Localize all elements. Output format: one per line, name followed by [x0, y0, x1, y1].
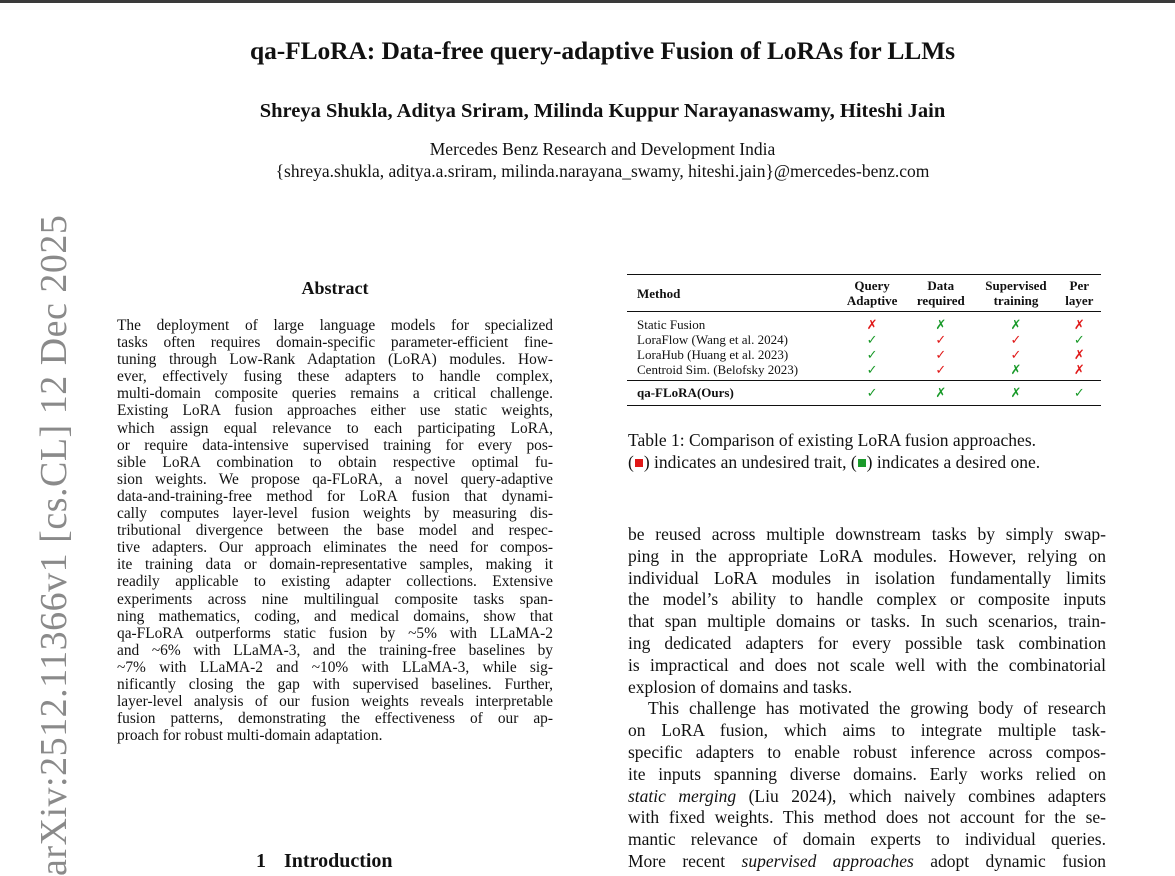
table-row	[627, 332, 1101, 347]
table-header-row	[627, 275, 1101, 312]
abstract-line: sible LoRA combination to obtain respective optimal fu-	[117, 453, 553, 471]
abstract-line: tuning through Low-Rank Adaptation (LoRA) modules. How-	[117, 351, 553, 369]
cross-icon: ✗	[1073, 362, 1085, 377]
abstract-line: multi-domain composite queries remains a critical challenge.	[117, 385, 553, 403]
abstract-line: sion weights. We propose qa-FLoRA, a novel query-adaptive	[117, 470, 553, 488]
abstract-line: or require data-intensive supervised training for every pos-	[117, 436, 553, 454]
abstract-line: tributional divergence between the base model and respec-	[117, 522, 553, 540]
body-line: explosion of domains and tasks.	[628, 676, 853, 697]
abstract-line: data-and-training-free method for LoRA fusion that dynami-	[117, 487, 553, 505]
checkmark-icon: ✓	[866, 362, 878, 377]
header-method: Method	[637, 285, 681, 301]
abstract-line: and ~6% with LLaMA-3, and the training-free baselines by	[117, 641, 553, 659]
body-line: ing dedicated adapters for every possible task combination	[628, 632, 1106, 653]
abstract-line: ~7% with LLaMA-2 and ~10% with LLaMA-3, while sig-	[117, 658, 553, 676]
header-per-layer: Per layer	[1065, 278, 1094, 308]
body-line: be reused across multiple downstream tasks by simply swap-	[628, 524, 1106, 544]
cross-icon: ✗	[866, 317, 878, 332]
checkmark-icon: ✓	[866, 385, 878, 400]
body-line: on LoRA fusion, which aims to integrate multiple task-	[628, 720, 1106, 741]
body-line: ite inputs spanning diverse domains. Early works relied on	[628, 763, 1106, 784]
body-line: static merging (Liu 2024), which naively combines adapters	[628, 785, 1107, 806]
checkmark-icon: ✓	[935, 332, 947, 347]
body-line: individual LoRA modules in isolation fundamentally limits	[628, 567, 1106, 588]
checkmark-icon: ✓	[935, 347, 947, 362]
red-square-icon	[635, 459, 643, 467]
checkmark-icon: ✓	[1073, 385, 1085, 400]
method-name: LoraHub (Huang et al. 2023)	[637, 347, 789, 362]
abstract-line: Existing LoRA fusion approaches either use static weights,	[117, 402, 553, 420]
table-row	[627, 362, 1101, 381]
body-line: specific adapters to enable robust inference across compos-	[628, 741, 1106, 762]
header-data-required: Data required	[916, 278, 965, 308]
cross-icon: ✗	[935, 385, 947, 400]
abstract-line: which assign equal relevance to each participating LoRA,	[117, 419, 553, 437]
method-name: qa-FLoRA(Ours)	[637, 385, 734, 400]
cross-icon: ✗	[1010, 317, 1022, 332]
checkmark-icon: ✓	[866, 347, 878, 362]
body-line: that span multiple domains or tasks. In such scenarios, train-	[628, 611, 1106, 632]
paper-emails: {shreya.shukla, aditya.a.sriram, milinda.narayana_swamy, hiteshi.jain}@mercedes-benz.com	[275, 161, 930, 181]
paper-affiliation: Mercedes Benz Research and Development India	[429, 139, 776, 159]
body-line: the model’s ability to handle complex or composite inputs	[628, 589, 1106, 610]
body-line: mantic relevance of domain experts to individual queries.	[628, 829, 1106, 850]
body-text-right-column	[628, 524, 1106, 873]
paper-title: qa-FLoRA: Data-free query-adaptive Fusion of LoRAs for LLMs	[249, 36, 955, 65]
comparison-table	[627, 274, 1101, 406]
checkmark-icon: ✓	[1010, 332, 1022, 347]
body-line: with fixed weights. This method does not account for the se-	[628, 807, 1106, 828]
abstract-line: qa-FLoRA outperforms static fusion by ~5% with LLaMA-2	[117, 624, 553, 642]
table-row	[627, 312, 1101, 333]
body-line: More recent supervised approaches adopt dynamic fusion	[628, 850, 1106, 871]
green-square-icon	[858, 459, 866, 467]
caption-line: ( ) indicates an undesired trait, ( ) indicates a desired one.	[628, 452, 1041, 472]
header-supervised-training: Supervised training	[985, 278, 1047, 308]
section-title: Introduction	[284, 850, 393, 872]
header-query-adaptive: Query Adaptive	[846, 278, 898, 308]
body-line: This challenge has motivated the growing body of research	[648, 698, 1106, 719]
abstract-line: ite training data or domain-representative samples, making it	[117, 556, 553, 574]
checkmark-icon: ✓	[1073, 332, 1085, 347]
abstract-line: layer-level analysis of our fusion weights reveals interpretable	[117, 693, 553, 711]
abstract-line: nificantly closing the gap with supervised baselines. Further,	[117, 675, 553, 693]
abstract-line: ning mathematics, coding, and medical domains, show that	[117, 607, 553, 625]
cross-icon: ✗	[1073, 317, 1085, 332]
table-row-ours	[627, 381, 1101, 406]
cross-icon: ✗	[935, 317, 947, 332]
cross-icon: ✗	[1010, 362, 1022, 377]
section-number: 1	[256, 850, 266, 872]
abstract-line: The deployment of large language models for specialized	[117, 317, 553, 334]
body-line: is impractical and does not scale well with the combinatorial	[628, 654, 1106, 675]
table-row	[627, 347, 1101, 362]
top-border	[0, 0, 1175, 3]
caption-line: Table 1: Comparison of existing LoRA fusion approaches.	[628, 430, 1037, 450]
arxiv-stamp: arXiv:2512.11366v1 [cs.CL] 12 Dec 2025	[33, 214, 75, 876]
abstract-body	[117, 317, 553, 744]
abstract-heading: Abstract	[301, 278, 369, 298]
method-name: Static Fusion	[637, 317, 706, 332]
abstract-line: readily applicable to existing adapter collections. Extensive	[117, 573, 553, 591]
abstract-line: fusion patterns, demonstrating the effectiveness of our ap-	[117, 710, 553, 728]
abstract-line: tasks often requires domain-specific parameter-efficient fine-	[117, 334, 553, 352]
cross-icon: ✗	[1010, 385, 1022, 400]
method-name: LoraFlow (Wang et al. 2024)	[637, 332, 788, 347]
abstract-line: proach for robust multi-domain adaptation.	[117, 727, 383, 745]
method-name: Centroid Sim. (Belofsky 2023)	[637, 362, 799, 377]
abstract-line: tive adapters. Our approach eliminates the need for compos-	[117, 539, 553, 557]
checkmark-icon: ✓	[866, 332, 878, 347]
cross-icon: ✗	[1073, 347, 1085, 362]
abstract-line: ever, effectively fusing these adapters to handle complex,	[117, 368, 553, 386]
checkmark-icon: ✓	[1010, 347, 1022, 362]
body-line: ping in the appropriate LoRA modules. However, relying on	[628, 545, 1106, 566]
abstract-line: cally computes layer-level fusion weights by measuring dis-	[117, 505, 553, 523]
paper-authors: Shreya Shukla, Aditya Sriram, Milinda Kuppur Narayanaswamy, Hiteshi Jain	[259, 100, 946, 122]
checkmark-icon: ✓	[935, 362, 947, 377]
table-caption	[628, 429, 1106, 473]
abstract-line: experiments across nine multilingual composite tasks span-	[117, 590, 553, 608]
